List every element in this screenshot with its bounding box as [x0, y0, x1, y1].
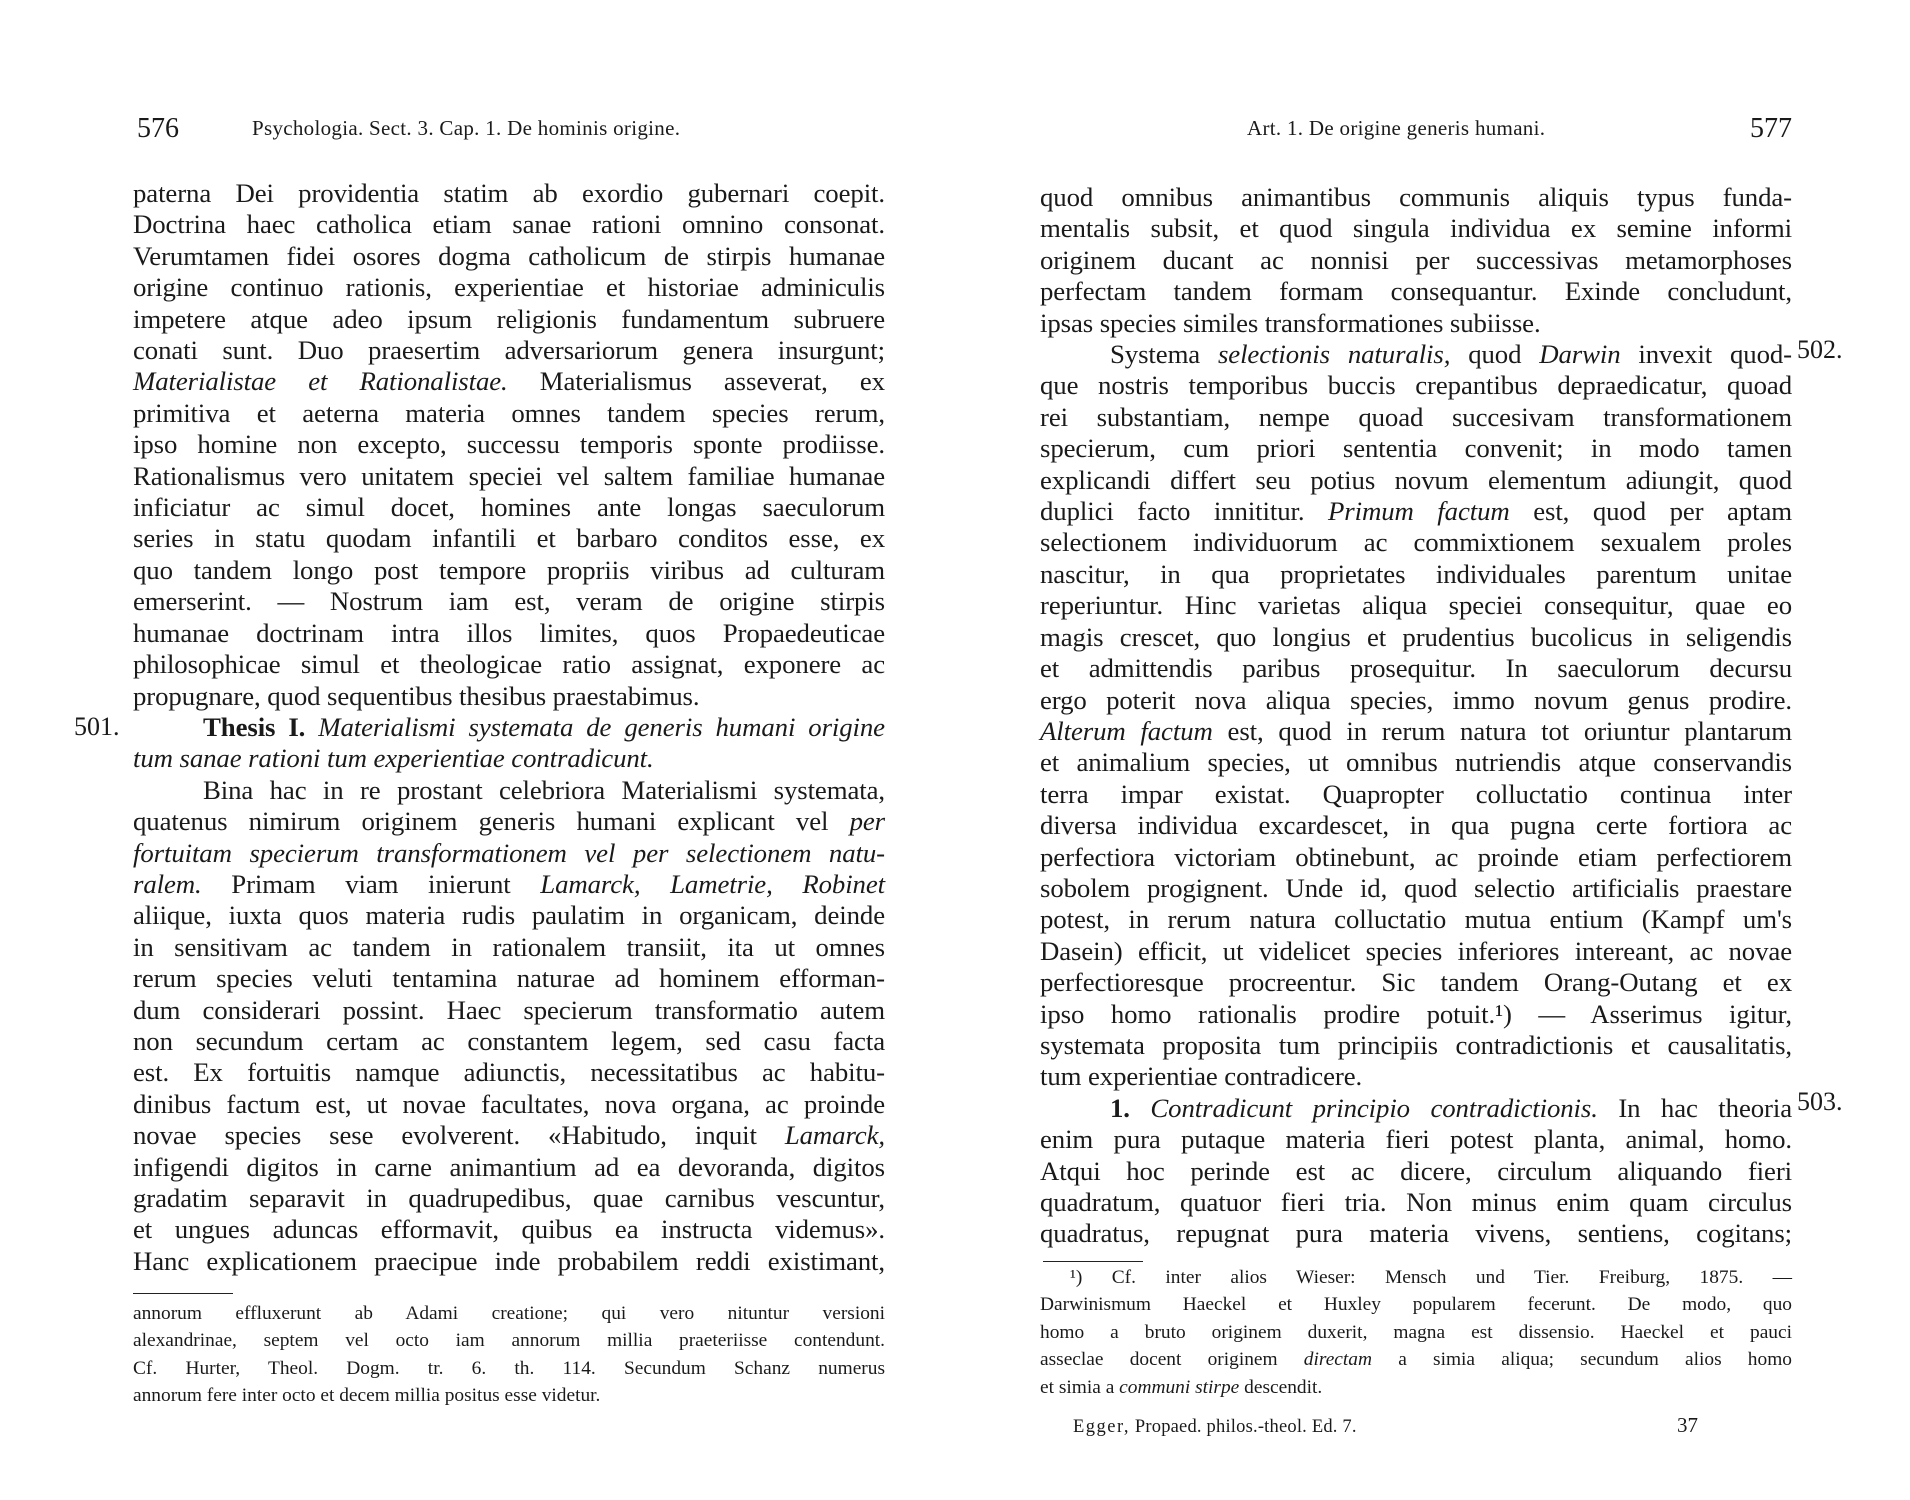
footnote-line [1040, 1374, 1792, 1401]
italic-term: directam [1303, 1349, 1373, 1371]
thesis-line [133, 743, 885, 774]
text-line: perfectioresque procreentur. Sic tandem Orang-Outang et ex [1040, 967, 1792, 998]
text-line: Dasein) efficit, ut videlicet species inferiores intereant, ac novae [1040, 935, 1792, 966]
text-line: est. Ex fortuitis namque adiunctis, necessitatibus ac habitu- [133, 1057, 885, 1088]
text-span: novae species sese evolverent. «Habitudo, inquit [133, 1120, 757, 1151]
page-number: 576 [137, 113, 179, 144]
running-head: Psychologia. Sect. 3. Cap. 1. De hominis origine. [252, 116, 681, 140]
text-span: est, quod in rerum natura tot oriuntur plantarum [1227, 715, 1792, 746]
footnote-rule [133, 1293, 233, 1294]
text-line [133, 1120, 885, 1151]
text-span: Primam viam inierunt [231, 868, 511, 899]
text-line: ergo poterit nova aliqua species, immo novum genus prodire. [1040, 684, 1792, 715]
text-line: philosophicae simul et theologicae ratio assignat, exponere ac [133, 649, 885, 680]
text-span: invexit quod- [1638, 339, 1792, 370]
text-line [1040, 1093, 1792, 1124]
text-line: aliique, iuxta quos materia rudis paulatim in organicam, deinde [133, 900, 885, 931]
text-line: paterna Dei providentia statim ab exordio gubernari coepit. [133, 178, 885, 208]
text-line: originem ducant ac nonnisi per successivas metamorphoses [1040, 244, 1792, 275]
printer-signature [1073, 1417, 1357, 1438]
text-line: terra impar existat. Quapropter colluctatio continua inter [1040, 778, 1792, 809]
text-line: humanae doctrinam intra illos limites, quos Propaedeuticae [133, 617, 885, 648]
text-line [1040, 716, 1792, 747]
text-line: explicandi differt seu potius novum elementum adiungit, quod [1040, 464, 1792, 495]
text-line: perfectiora victoriam obtinebunt, ac proinde etiam perfectiorem [1040, 841, 1792, 872]
text-line: infigendi digitos in carne animantium ad ea devoranda, digitos [133, 1151, 885, 1182]
text-line: diversa individua excardescet, in qua pugna certe fortiora ac [1040, 810, 1792, 841]
text-line: propugnare, quod sequentibus thesibus praestabimus. [133, 680, 700, 711]
text-line: quo tandem longo post tempore propriis viribus ad culturam [133, 554, 885, 585]
italic-term: communi stirpe [1119, 1376, 1240, 1398]
text-span: asseclae docent originem [1040, 1349, 1278, 1371]
footnote-line [1040, 1346, 1792, 1373]
text-span: Materialismus asseverat, ex [539, 366, 885, 397]
text-line: mentalis subsit, et quod singula individua ex semine informi [1040, 213, 1792, 244]
text-line: ipso homo rationalis prodire potuit.¹) — Asserimus igitur, [1040, 998, 1792, 1029]
text-line: Hanc explicationem praecipue inde probabilem reddi existimant, [133, 1245, 885, 1276]
text-line: ipsas species similes transformationes subiisse. [1040, 307, 1541, 338]
thesis-label: Thesis I. [203, 711, 306, 742]
text-line: nascitur, in qua proprietates individuales parentum unitae [1040, 558, 1792, 589]
text-line [1040, 339, 1792, 370]
text-line [133, 806, 885, 837]
footnote-line: Darwinismum Haeckel et Huxley popularem fecerunt. De modo, quo [1040, 1294, 1792, 1316]
text-line: dinibus factum est, ut novae facultates, nova organa, ac proinde [133, 1088, 885, 1119]
text-line [1040, 496, 1792, 527]
text-line: sobolem progignent. Unde id, quod selectio artificialis praestare [1040, 872, 1792, 903]
thesis-text: tum sanae rationi tum experientiae contradicunt. [133, 743, 654, 774]
text-line [133, 838, 885, 869]
italic-term: ralem. [133, 868, 202, 899]
text-line: tum experientiae contradicere. [1040, 1061, 1363, 1092]
footnote [1040, 1264, 1792, 1401]
page-number: 577 [1750, 113, 1792, 144]
section-number: 1. [1110, 1092, 1130, 1123]
text-span: quod [1468, 339, 1522, 370]
italic-term: fortuitam specierum transformationem vel per selectionem natu- [133, 837, 885, 868]
text-line: primitiva et aeterna materia omnes tandem species rerum, [133, 397, 885, 428]
italic-names: Lamarck, [784, 1120, 885, 1151]
signature-number: 37 [1677, 1413, 1698, 1437]
text-line: perfectam tandem formam consequantur. Exinde concludunt, [1040, 276, 1792, 307]
text-line: rerum species veluti tentamina naturae ad hominem efforman- [133, 963, 885, 994]
text-line: Verumtamen fidei osores dogma catholicum de stirpis humanae [133, 240, 885, 271]
text-line: quadratus, repugnat pura materia vivens, sentiens, cogitans; [1040, 1218, 1792, 1249]
footnote-line: Cf. Hurter, Theol. Dogm. tr. 6. th. 114. Secundum Schanz numerus [133, 1357, 885, 1379]
text-span: quatenus nimirum originem generis humani explicant vel [133, 806, 829, 837]
text-span: et simia a [1040, 1376, 1115, 1398]
footnote [133, 1300, 885, 1410]
italic-term: Alterum factum [1040, 715, 1213, 746]
text-line: non secundum certam ac constantem legem, sed casu facta [133, 1025, 885, 1056]
signature-name: Egger, [1073, 1417, 1131, 1437]
text-line: inficiatur ac simul docet, homines ante longas saeculorum [133, 492, 885, 523]
margin-number-502: 502. [1797, 335, 1843, 364]
text-span: duplici facto innititur. [1040, 496, 1305, 527]
text-span: descendit. [1244, 1376, 1323, 1398]
italic-term: Primum factum [1328, 496, 1510, 527]
text-line: ipso homine non excepto, successu temporis sponte prodiisse. [133, 429, 885, 460]
italic-term: Materialistae et Rationalistae. [133, 366, 508, 397]
text-line: dum considerari possint. Haec specierum transformatio autem [133, 994, 885, 1025]
italic-names: Darwin [1539, 339, 1621, 370]
footnote-line: annorum effluxerunt ab Adami creatione; qui vero nituntur versioni [133, 1303, 885, 1324]
text-line: rei substantiam, nempe quoad succesivam transformationem [1040, 401, 1792, 432]
margin-number-501: 501. [74, 712, 120, 741]
footnote-line: alexandrinae, septem vel octo iam annorum millia praeteriisse contendunt. [133, 1330, 885, 1352]
thesis-line [133, 712, 885, 743]
text-line [133, 366, 885, 397]
footnote-rule [1043, 1261, 1143, 1262]
text-line: in sensitivam ac tandem in rationalem transiit, ita ut omnes [133, 931, 885, 962]
text-line: gradatim separavit in quadrupedibus, quae carnibus vescuntur, [133, 1183, 885, 1213]
text-line: selectionem individuorum ac commixtionem sexualem proles [1040, 527, 1792, 558]
text-line: emerserint. — Nostrum iam est, veram de origine stirpis [133, 586, 885, 617]
text-line: enim pura putaque materia fieri potest planta, animal, homo. [1040, 1124, 1792, 1155]
italic-names: Lamarck, Lametrie, Robinet [540, 868, 885, 899]
signature-title: Propaed. philos.-theol. Ed. 7. [1134, 1417, 1357, 1437]
right-page [955, 0, 1910, 1500]
text-line: impetere atque adeo ipsum religionis fundamentum subruere [133, 303, 885, 334]
footnote-line: ¹) Cf. inter alios Wieser: Mensch und Tier. Freiburg, 1875. — [1070, 1267, 1792, 1288]
thesis-text: Materialismi systemata de generis humani origine [318, 711, 885, 742]
text-line: quadratum, quatuor fieri tria. Non minus enim quam circulus [1040, 1187, 1792, 1217]
italic-term: Contradicunt principio contradictionis. [1150, 1092, 1598, 1123]
text-line: series in statu quodam infantili et barbaro conditos esse, ex [133, 523, 885, 554]
text-line: magis crescet, quo longius et prudentius bucolicus in seligendis [1040, 621, 1792, 652]
text-line: quod omnibus animantibus communis aliquis typus funda- [1040, 182, 1792, 212]
running-head: Art. 1. De origine generis humani. [1247, 116, 1546, 140]
text-line: Atqui hoc perinde est ac dicere, circulum aliquando fieri [1040, 1155, 1792, 1186]
main-text [133, 178, 885, 1277]
footnote-line: homo a bruto originem duxerit, magna est dissensio. Haeckel et pauci [1040, 1321, 1792, 1343]
italic-term: per [849, 806, 885, 837]
text-span: est, quod per aptam [1533, 496, 1793, 527]
text-line: que nostris temporibus buccis crepantibus depraedicatur, quoad [1040, 370, 1792, 401]
margin-number-503: 503. [1797, 1087, 1843, 1116]
text-line: specierum, cum priori sententia convenit; in modo tamen [1040, 433, 1792, 464]
text-line: conati sunt. Duo praesertim adversariorum genera insurgunt; [133, 335, 885, 366]
footnote-line: annorum fere inter octo et decem millia positus esse videtur. [133, 1385, 601, 1407]
text-line: origine continuo rationis, experientiae et historiae adminiculis [133, 272, 885, 303]
text-line: et ungues aduncas efformavit, quibus ea instructa videmus». [133, 1214, 885, 1245]
text-line [133, 869, 885, 900]
italic-term: selectionis naturalis, [1217, 339, 1451, 370]
main-text [1040, 182, 1792, 1250]
text-line: et admittendis paribus prosequitur. In saeculorum decursu [1040, 653, 1792, 684]
text-line: Rationalismus vero unitatem speciei vel saltem familiae humanae [133, 460, 885, 491]
text-line: reperiuntur. Hinc varietas aliqua speciei consequitur, quae eo [1040, 590, 1792, 621]
text-line: Doctrina haec catholica etiam sanae rationi omnino consonat. [133, 209, 885, 240]
text-span: a simia aliqua; secundum alios homo [1398, 1349, 1792, 1371]
text-span: In hac theoria [1618, 1092, 1792, 1123]
text-span: Systema [1110, 339, 1201, 370]
text-line: et animalium species, ut omnibus nutriendis atque conservandis [1040, 747, 1792, 778]
text-line: potest, in rerum natura colluctatio mutua entium (Kampf um's [1040, 904, 1792, 935]
text-line: Bina hac in re prostant celebriora Materialismi systemata, [203, 774, 885, 805]
text-line: systemata proposita tum principiis contradictionis et causalitatis, [1040, 1029, 1792, 1060]
